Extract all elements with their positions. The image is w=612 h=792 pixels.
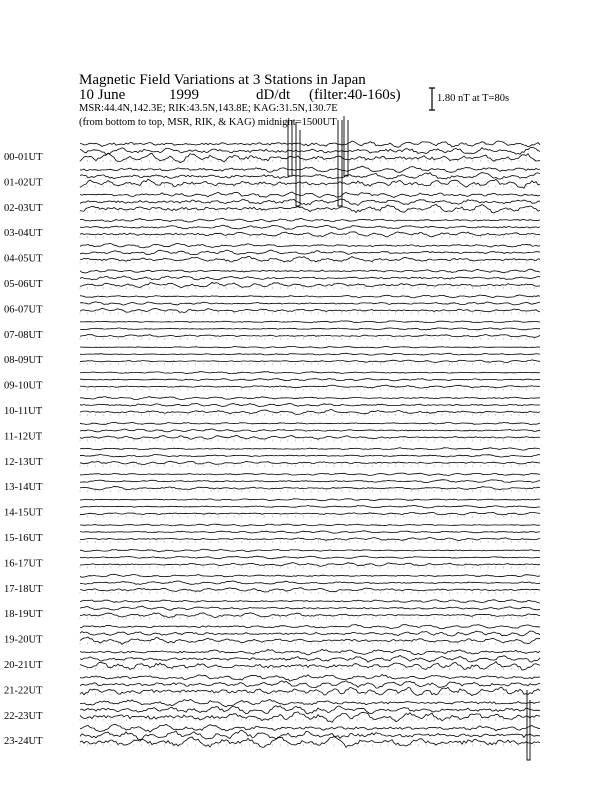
trace-line-rik bbox=[80, 328, 540, 330]
trace-line-msr bbox=[80, 308, 540, 312]
minute-ticks bbox=[80, 389, 534, 391]
trace-line-msr bbox=[80, 334, 540, 337]
trace-line-rik bbox=[80, 681, 540, 688]
trace-line-rik bbox=[80, 480, 540, 483]
trace-line-kag bbox=[80, 192, 540, 197]
trace-line-kag bbox=[80, 243, 540, 247]
minute-ticks bbox=[80, 617, 534, 619]
hour-label: 08-09UT bbox=[4, 355, 43, 367]
trace-line-kag bbox=[80, 422, 540, 424]
trace-line-kag bbox=[80, 624, 540, 628]
minute-ticks bbox=[80, 414, 534, 416]
trace-line-msr bbox=[80, 687, 540, 695]
hour-label: 15-16UT bbox=[4, 533, 43, 544]
trace-line-rik bbox=[80, 173, 540, 180]
hour-label: 19-20UT bbox=[4, 634, 43, 646]
minute-ticks bbox=[80, 287, 534, 289]
trace-line-msr bbox=[80, 204, 540, 213]
trace-line-rik bbox=[80, 606, 540, 610]
minute-ticks bbox=[80, 516, 534, 518]
trace-line-kag bbox=[80, 372, 540, 374]
hour-label: 17-18UT bbox=[4, 583, 43, 595]
trace-line-kag bbox=[80, 448, 540, 450]
chart-title: Magnetic Field Variations at 3 Stations in Japan bbox=[79, 72, 366, 88]
trace-line-msr bbox=[80, 613, 540, 618]
trace-line-msr bbox=[80, 232, 540, 237]
trace-line-rik bbox=[80, 276, 540, 280]
hour-label: 21-22UT bbox=[4, 685, 43, 697]
hour-label: 02-03UT bbox=[4, 202, 43, 214]
trace-line-msr bbox=[80, 512, 540, 515]
trace-line-kag bbox=[80, 724, 540, 732]
trace-line-kag bbox=[80, 141, 540, 147]
trace-line-msr bbox=[80, 737, 540, 748]
trace-line-msr bbox=[80, 153, 540, 162]
minute-ticks bbox=[80, 439, 534, 441]
trace-line-rik bbox=[80, 225, 540, 229]
minute-ticks bbox=[80, 643, 534, 645]
trace-line-rik bbox=[80, 302, 540, 305]
minute-ticks bbox=[80, 592, 534, 594]
trace-line-kag bbox=[80, 269, 540, 273]
trace-line-msr bbox=[80, 360, 540, 363]
minute-ticks bbox=[80, 262, 534, 264]
trace-line-kag bbox=[80, 347, 540, 349]
trace-line-msr bbox=[80, 637, 540, 644]
trace-line-rik bbox=[80, 250, 540, 255]
hour-label: 06-07UT bbox=[4, 304, 43, 316]
minute-ticks bbox=[80, 744, 534, 746]
spike-line bbox=[527, 690, 530, 760]
hour-label: 10-11UT bbox=[4, 406, 43, 417]
hour-label: 11-12UT bbox=[4, 431, 43, 443]
trace-line-msr bbox=[80, 385, 540, 388]
station-order-note: (from bottom to top, MSR, RIK, & KAG) midnight=1500UT bbox=[79, 117, 337, 128]
hour-label: 13-14UT bbox=[4, 482, 43, 494]
hour-label: 14-15UT bbox=[4, 507, 43, 519]
scale-bar bbox=[429, 88, 435, 110]
trace-line-rik bbox=[80, 199, 540, 205]
trace-line-msr bbox=[80, 461, 540, 464]
trace-line-msr bbox=[80, 563, 540, 567]
trace-line-kag bbox=[80, 397, 540, 400]
minute-ticks bbox=[80, 541, 534, 543]
component-label: dD/dt bbox=[256, 87, 291, 103]
hour-label: 23-24UT bbox=[4, 736, 43, 748]
hour-label: 03-04UT bbox=[4, 228, 43, 240]
trace-line-rik bbox=[80, 655, 540, 662]
minute-ticks bbox=[80, 719, 534, 721]
trace-line-msr bbox=[80, 712, 540, 722]
hour-label: 00-01UT bbox=[4, 152, 43, 163]
minute-ticks bbox=[80, 465, 534, 467]
minute-ticks bbox=[80, 211, 534, 213]
trace-line-kag bbox=[80, 473, 540, 476]
trace-line-kag bbox=[80, 549, 540, 552]
trace-line-rik bbox=[80, 581, 540, 584]
trace-line-kag bbox=[80, 524, 540, 526]
trace-line-msr bbox=[80, 282, 540, 287]
trace-line-msr bbox=[80, 410, 540, 415]
spike-line bbox=[344, 116, 348, 176]
trace-line-kag bbox=[80, 321, 540, 323]
trace-line-rik bbox=[80, 631, 540, 636]
hour-label: 01-02UT bbox=[4, 177, 43, 189]
trace-line-kag bbox=[80, 295, 540, 298]
minute-ticks bbox=[80, 490, 534, 492]
trace-line-kag bbox=[80, 499, 540, 501]
trace-line-kag bbox=[80, 600, 540, 603]
minute-ticks bbox=[80, 363, 534, 365]
spike-line bbox=[296, 122, 300, 206]
filter-label: (filter:40-160s) bbox=[309, 87, 401, 103]
trace-line-kag bbox=[80, 649, 540, 655]
hour-label: 05-06UT bbox=[4, 279, 43, 290]
hour-label: 12-13UT bbox=[4, 456, 43, 468]
trace-line-rik bbox=[80, 531, 540, 533]
hour-label: 18-19UT bbox=[4, 609, 43, 621]
minute-ticks bbox=[80, 160, 534, 162]
minute-ticks bbox=[80, 236, 534, 238]
hour-label: 16-17UT bbox=[4, 558, 43, 570]
trace-line-msr bbox=[80, 486, 540, 490]
trace-line-kag bbox=[80, 166, 540, 172]
minute-ticks bbox=[80, 338, 534, 340]
trace-line-msr bbox=[80, 537, 540, 540]
date-day: 10 June bbox=[79, 87, 126, 103]
station-coordinates: MSR:44.4N,142.3E; RIK:43.5N,143.8E; KAG:31.5N,130.7E bbox=[79, 103, 338, 114]
trace-line-rik bbox=[80, 429, 540, 432]
trace-line-kag bbox=[80, 218, 540, 222]
hour-label: 20-21UT bbox=[4, 660, 43, 671]
date-year: 1999 bbox=[169, 87, 199, 103]
trace-line-kag bbox=[80, 675, 540, 682]
trace-line-rik bbox=[80, 454, 540, 457]
trace-line-rik bbox=[80, 403, 540, 406]
trace-line-kag bbox=[80, 700, 540, 707]
spike-line bbox=[288, 120, 292, 176]
hour-label: 04-05UT bbox=[4, 253, 43, 265]
trace-line-rik bbox=[80, 379, 540, 381]
spike-line bbox=[338, 120, 342, 206]
minute-ticks bbox=[80, 566, 534, 568]
trace-line-msr bbox=[80, 256, 540, 262]
trace-line-msr bbox=[80, 436, 540, 440]
trace-line-msr bbox=[80, 179, 540, 188]
hour-label: 22-23UT bbox=[4, 710, 43, 722]
trace-line-rik bbox=[80, 505, 540, 508]
trace-line-rik bbox=[80, 147, 540, 154]
minute-ticks bbox=[80, 312, 534, 314]
trace-line-kag bbox=[80, 574, 540, 577]
trace-line-rik bbox=[80, 556, 540, 559]
trace-line-msr bbox=[80, 588, 540, 592]
trace-line-rik bbox=[80, 353, 540, 355]
minute-ticks bbox=[80, 693, 534, 695]
trace-line-rik bbox=[80, 706, 540, 714]
hour-label: 07-08UT bbox=[4, 329, 43, 341]
scale-bar-label: 1.80 nT at T=80s bbox=[437, 93, 510, 104]
trace-line-msr bbox=[80, 662, 540, 671]
hour-label: 09-10UT bbox=[4, 380, 43, 392]
